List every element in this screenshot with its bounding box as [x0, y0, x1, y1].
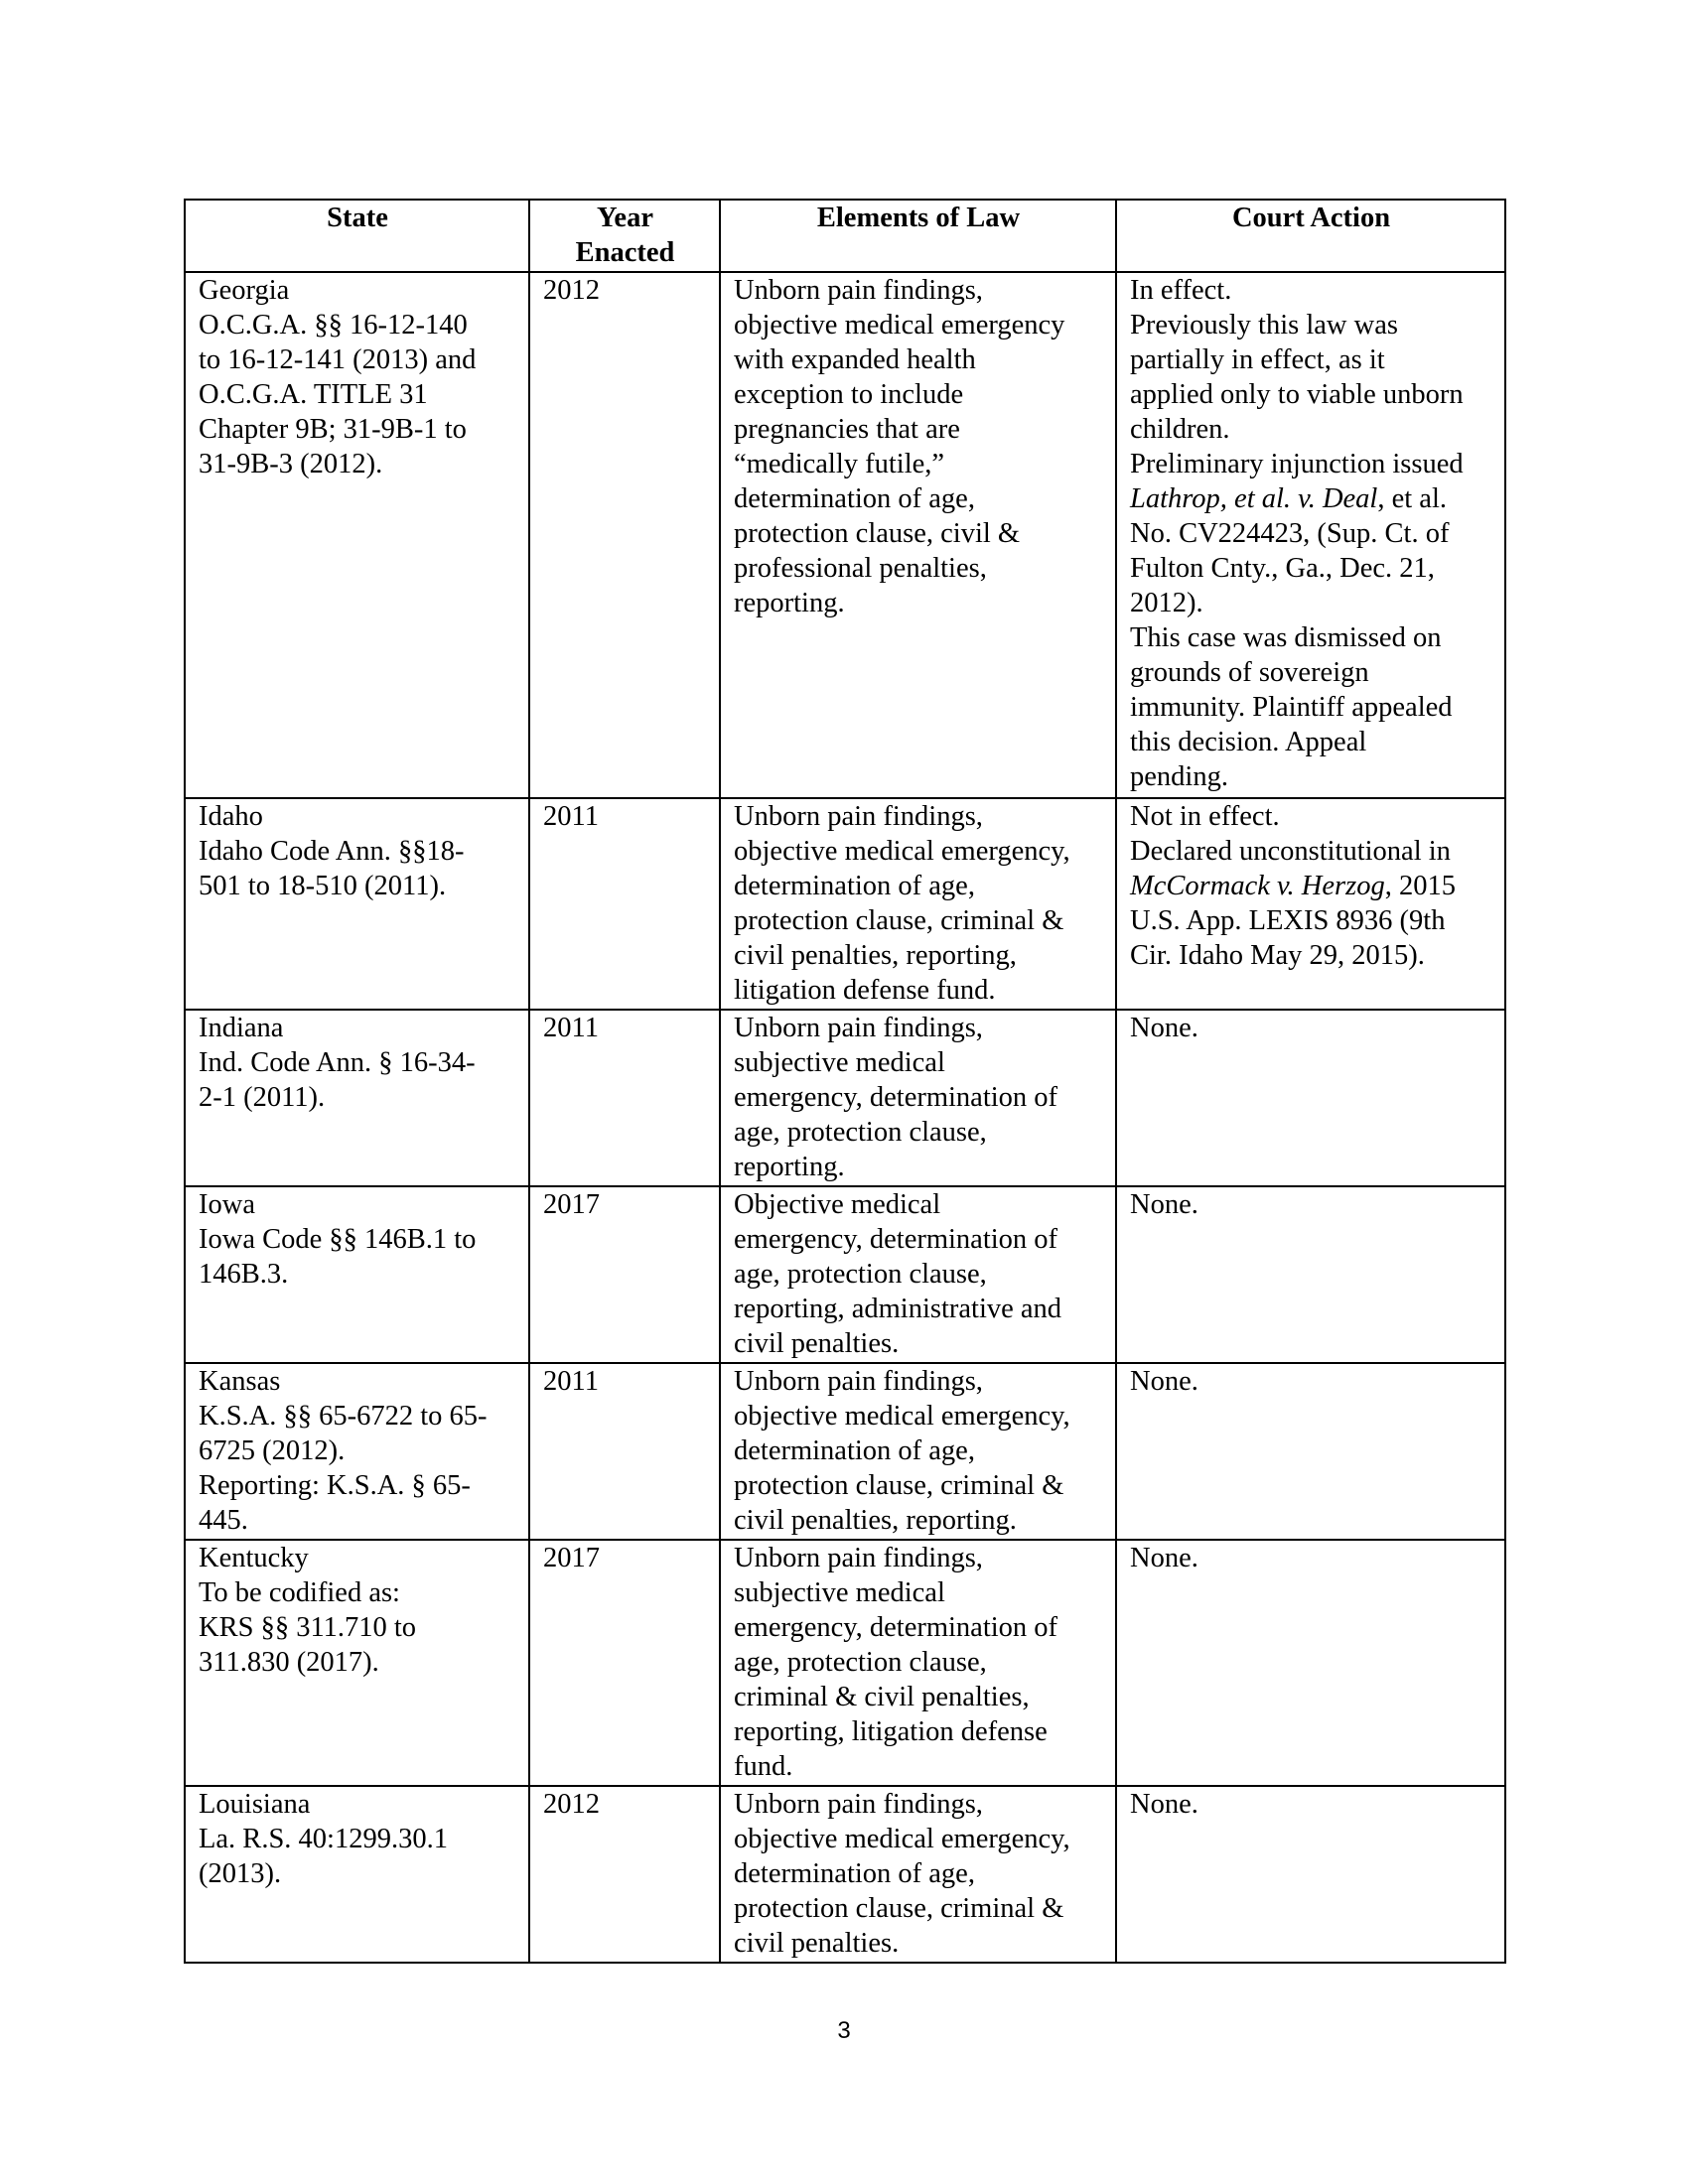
state-line: 501 to 18-510 (2011).: [199, 871, 447, 901]
header-elements-of-law: [720, 200, 1116, 272]
elements-line: age, protection clause,: [734, 1259, 987, 1290]
court-action-cell: [1116, 1363, 1505, 1540]
state-line: Kentucky: [199, 1543, 309, 1573]
table-row: [185, 1363, 1505, 1540]
year-cell: [529, 798, 720, 1010]
elements-cell: [720, 1186, 1116, 1363]
elements-line: subjective medical: [734, 1577, 945, 1608]
year-value: 2012: [543, 275, 600, 306]
state-cell: [185, 1363, 529, 1540]
court-line: Declared unconstitutional in: [1130, 836, 1451, 867]
court-line: None.: [1130, 1013, 1198, 1043]
table-row: [185, 272, 1505, 798]
court-action-cell: [1116, 1186, 1505, 1363]
court-line: Previously this law was: [1130, 310, 1398, 341]
elements-line: age, protection clause,: [734, 1117, 987, 1148]
state-line: Idaho: [199, 801, 263, 832]
state-line: Kansas: [199, 1366, 281, 1397]
court-line: None.: [1130, 1189, 1198, 1220]
elements-cell: [720, 1786, 1116, 1963]
state-line: Louisiana: [199, 1789, 311, 1820]
state-line: 2-1 (2011).: [199, 1082, 326, 1113]
elements-line: determination of age,: [734, 483, 975, 514]
year-value: 2012: [543, 1789, 600, 1820]
state-line: 6725 (2012).: [199, 1435, 346, 1466]
elements-line: criminal & civil penalties,: [734, 1682, 1030, 1712]
court-line: pending.: [1130, 761, 1228, 792]
elements-line: civil penalties, reporting,: [734, 940, 1017, 971]
court-line: immunity. Plaintiff appealed: [1130, 692, 1453, 723]
year-value: 2011: [543, 1013, 599, 1043]
table-row: [185, 798, 1505, 1010]
table-row: [185, 1540, 1505, 1786]
case-name: Lathrop, et al. v. Deal: [1130, 483, 1378, 514]
court-line: Preliminary injunction issued: [1130, 449, 1464, 479]
court-line: U.S. App. LEXIS 8936 (9th: [1130, 905, 1446, 936]
state-cell: [185, 1786, 529, 1963]
elements-line: protection clause, criminal &: [734, 1893, 1064, 1924]
elements-line: reporting, litigation defense: [734, 1716, 1048, 1747]
elements-line: objective medical emergency: [734, 310, 1065, 341]
table-row: [185, 1010, 1505, 1186]
year-cell: [529, 1010, 720, 1186]
page-number: 3: [837, 2017, 851, 2044]
elements-cell: [720, 1010, 1116, 1186]
elements-line: Unborn pain findings,: [734, 1543, 983, 1573]
year-value: 2011: [543, 1366, 599, 1397]
elements-line: emergency, determination of: [734, 1082, 1058, 1113]
header-state: [185, 200, 529, 272]
year-value: 2017: [543, 1189, 600, 1220]
state-line: Reporting: K.S.A. § 65-: [199, 1470, 471, 1501]
state-line: Idaho Code Ann. §§18-: [199, 836, 465, 867]
state-cell: [185, 798, 529, 1010]
court-line: Cir. Idaho May 29, 2015).: [1130, 940, 1425, 971]
state-line: 445.: [199, 1505, 248, 1536]
case-name-rest: , et al.: [1377, 483, 1447, 514]
header-text: Enacted: [575, 237, 675, 268]
elements-line: Unborn pain findings,: [734, 801, 983, 832]
elements-cell: [720, 1363, 1116, 1540]
court-line: None.: [1130, 1543, 1198, 1573]
elements-line: “medically futile,”: [734, 449, 945, 479]
state-cell: [185, 1540, 529, 1786]
elements-line: civil penalties.: [734, 1928, 900, 1959]
elements-line: emergency, determination of: [734, 1612, 1058, 1643]
elements-line: determination of age,: [734, 1435, 975, 1466]
court-case-line: [1130, 869, 1492, 903]
state-line: O.C.G.A. TITLE 31: [199, 379, 428, 410]
elements-cell: [720, 272, 1116, 798]
state-line: K.S.A. §§ 65-6722 to 65-: [199, 1401, 488, 1432]
header-text: State: [327, 203, 388, 233]
state-line: to 16-12-141 (2013) and: [199, 344, 477, 375]
header-year-enacted: [529, 200, 720, 272]
elements-line: Unborn pain findings,: [734, 275, 983, 306]
state-line: Chapter 9B; 31-9B-1 to: [199, 414, 467, 445]
case-name: McCormack v. Herzog: [1130, 871, 1385, 901]
court-line: children.: [1130, 414, 1230, 445]
header-text: Court Action: [1231, 203, 1391, 233]
state-line: Iowa: [199, 1189, 255, 1220]
elements-line: with expanded health: [734, 344, 976, 375]
state-line: Iowa Code §§ 146B.1 to: [199, 1224, 477, 1255]
elements-line: civil penalties.: [734, 1328, 900, 1359]
year-cell: [529, 1540, 720, 1786]
state-line: La. R.S. 40:1299.30.1: [199, 1824, 448, 1854]
table-row: [185, 1786, 1505, 1963]
state-line: To be codified as:: [199, 1577, 400, 1608]
year-cell: [529, 1186, 720, 1363]
elements-line: Unborn pain findings,: [734, 1013, 983, 1043]
elements-line: reporting, administrative and: [734, 1294, 1062, 1324]
case-name-rest: , 2015: [1384, 871, 1456, 901]
state-line: Indiana: [199, 1013, 284, 1043]
elements-line: professional penalties,: [734, 553, 987, 584]
year-cell: [529, 272, 720, 798]
court-line: None.: [1130, 1366, 1198, 1397]
state-cell: [185, 1186, 529, 1363]
court-line: In effect.: [1130, 275, 1232, 306]
elements-line: protection clause, civil &: [734, 518, 1021, 549]
court-line: None.: [1130, 1789, 1198, 1820]
elements-line: litigation defense fund.: [734, 975, 996, 1006]
elements-line: reporting.: [734, 1152, 845, 1182]
court-action-cell: [1116, 272, 1505, 798]
state-cell: [185, 272, 529, 798]
year-cell: [529, 1786, 720, 1963]
elements-line: determination of age,: [734, 871, 975, 901]
elements-line: determination of age,: [734, 1858, 975, 1889]
header-court-action: [1116, 200, 1505, 272]
state-line: (2013).: [199, 1858, 282, 1889]
table-header-row: [185, 200, 1505, 272]
elements-line: Unborn pain findings,: [734, 1789, 983, 1820]
elements-line: objective medical emergency,: [734, 1401, 1070, 1432]
elements-cell: [720, 1540, 1116, 1786]
elements-line: Unborn pain findings,: [734, 1366, 983, 1397]
court-action-cell: [1116, 1540, 1505, 1786]
elements-line: fund.: [734, 1751, 793, 1782]
elements-line: subjective medical: [734, 1047, 945, 1078]
court-action-cell: [1116, 1010, 1505, 1186]
elements-line: pregnancies that are: [734, 414, 960, 445]
state-line: Georgia: [199, 275, 290, 306]
elements-line: exception to include: [734, 379, 964, 410]
elements-line: objective medical emergency,: [734, 836, 1070, 867]
elements-line: protection clause, criminal &: [734, 905, 1064, 936]
header-text: Elements of Law: [816, 203, 1021, 233]
state-line: 146B.3.: [199, 1259, 289, 1290]
court-line: 2012).: [1130, 588, 1203, 618]
elements-line: emergency, determination of: [734, 1224, 1058, 1255]
court-line: No. CV224423, (Sup. Ct. of: [1130, 518, 1450, 549]
elements-line: reporting.: [734, 588, 845, 618]
state-line: Ind. Code Ann. § 16-34-: [199, 1047, 476, 1078]
state-cell: [185, 1010, 529, 1186]
court-line: grounds of sovereign: [1130, 657, 1369, 688]
state-line: O.C.G.A. §§ 16-12-140: [199, 310, 468, 341]
state-line: 31-9B-3 (2012).: [199, 449, 383, 479]
state-law-table: [184, 199, 1506, 1964]
elements-line: Objective medical: [734, 1189, 941, 1220]
court-case-line: [1130, 481, 1492, 516]
court-line: This case was dismissed on: [1130, 622, 1442, 653]
court-action-cell: [1116, 1786, 1505, 1963]
year-value: 2011: [543, 801, 599, 832]
court-line: applied only to viable unborn: [1130, 379, 1464, 410]
table-row: [185, 1186, 1505, 1363]
year-cell: [529, 1363, 720, 1540]
elements-line: age, protection clause,: [734, 1647, 987, 1678]
state-line: 311.830 (2017).: [199, 1647, 379, 1678]
elements-cell: [720, 798, 1116, 1010]
year-value: 2017: [543, 1543, 600, 1573]
elements-line: objective medical emergency,: [734, 1824, 1070, 1854]
court-action-cell: [1116, 798, 1505, 1010]
state-line: KRS §§ 311.710 to: [199, 1612, 417, 1643]
court-line: this decision. Appeal: [1130, 727, 1367, 757]
court-line: partially in effect, as it: [1130, 344, 1385, 375]
court-line: Fulton Cnty., Ga., Dec. 21,: [1130, 553, 1435, 584]
header-text: Year: [597, 203, 653, 233]
elements-line: civil penalties, reporting.: [734, 1505, 1017, 1536]
court-line: Not in effect.: [1130, 801, 1280, 832]
elements-line: protection clause, criminal &: [734, 1470, 1064, 1501]
